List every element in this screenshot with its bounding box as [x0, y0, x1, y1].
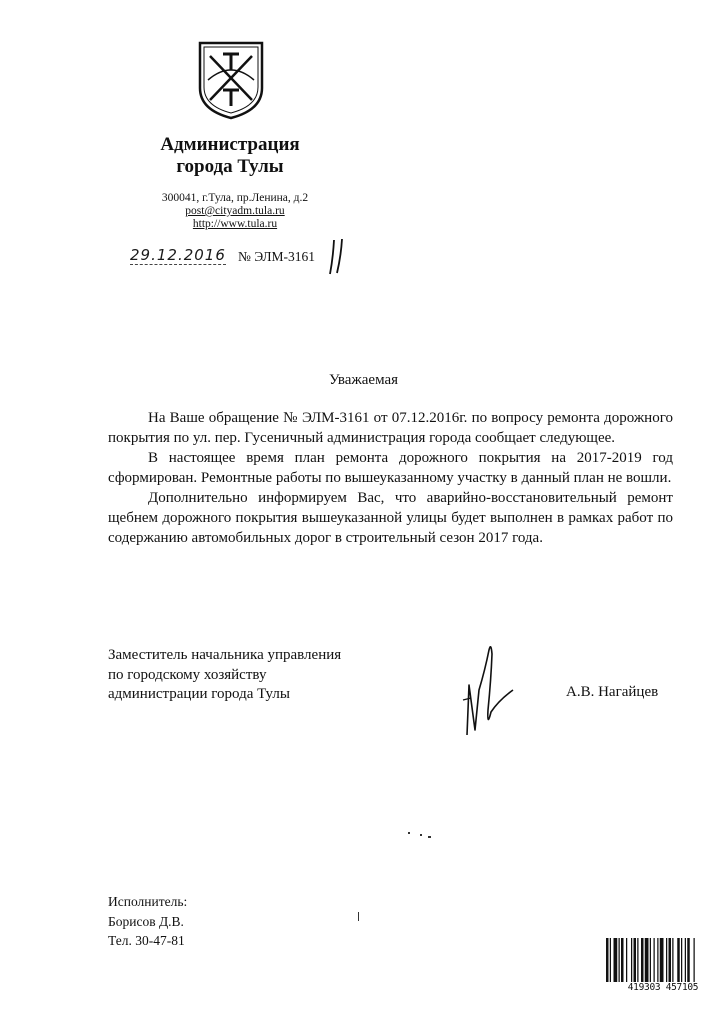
handwritten-signature-icon: [455, 640, 525, 740]
barcode-bar: [606, 938, 609, 982]
registration-number: № ЭЛМ-3161: [238, 249, 315, 264]
letter-body: [108, 408, 673, 548]
contact-block: [150, 192, 320, 231]
website-link[interactable]: http://www.tula.ru: [192, 218, 278, 230]
paragraph-2: В настоящее время план ремонта дорожного покрытия на 2017-2019 год сформирован. Ремонтные работы по вышеуказанному участку в данный план не вошли.: [108, 450, 673, 486]
barcode-bar: [657, 938, 658, 982]
paragraph-1: На Ваше обращение № ЭЛМ-3161 от 07.12.2016г. по вопросу ремонта дорожного покрытия по ул. пер. Гусеничный администрация города сообщает следующее.: [108, 410, 673, 446]
barcode-bar: [614, 938, 618, 982]
org-name-line1: Администрация: [160, 134, 300, 155]
barcode-bar: [677, 938, 680, 982]
barcode-bar: [619, 938, 620, 982]
barcode-bar: [650, 938, 651, 982]
executor-name: Борисов Д.В.: [108, 913, 184, 929]
greeting: Уважаемая: [328, 372, 399, 388]
signatory-title-line: Заместитель начальника управления: [108, 647, 342, 663]
barcode-bar: [685, 938, 686, 982]
scan-speck: [358, 912, 359, 921]
barcode-bar: [634, 938, 637, 982]
barcode-bar: [687, 938, 690, 982]
barcode-bar: [621, 938, 624, 982]
email-link[interactable]: post@cityadm.tula.ru: [185, 205, 285, 217]
barcode-bar: [669, 938, 672, 982]
barcode-bars: [604, 938, 722, 982]
signatory-title-line: по городскому хозяйству: [108, 666, 267, 683]
paragraph-3: Дополнительно информируем Вас, что аварийно-восстановительный ремонт щебнем дорожного покрытия вышеуказанной улицы будет выполнен в рамках работ по содержанию автомобильных дорог в строительный сезон 2017 года.: [108, 490, 673, 546]
scan-speck: [428, 836, 431, 838]
barcode-bar: [672, 938, 673, 982]
signatory-title: [108, 646, 408, 705]
executor-phone: Тел. 30-47-81: [108, 933, 185, 948]
barcode-bar: [641, 938, 644, 982]
org-name-line2: города Тулы: [176, 156, 284, 177]
signatory-title-line: администрации города Тулы: [108, 686, 290, 702]
barcode-bar: [626, 938, 627, 982]
registration-line: [130, 244, 360, 272]
postal-address: 300041, г.Тула, пр.Ленина, д.2: [161, 192, 309, 204]
executor-label: Исполнитель:: [108, 894, 188, 909]
scan-speck: [408, 832, 410, 834]
signatory-name: А.В. Нагайцев: [566, 684, 659, 700]
barcode-bar: [637, 938, 638, 982]
organization-name: [130, 134, 330, 178]
barcode-bar: [681, 938, 682, 982]
barcode-bar: [666, 938, 667, 982]
registration-date: 29.12.2016: [130, 246, 226, 264]
barcode-number: 419303 457105: [627, 982, 699, 993]
barcode-bar: [645, 938, 649, 982]
barcode-bar: [610, 938, 611, 982]
barcode-bar: [694, 938, 695, 982]
handwritten-marks-icon: [328, 238, 348, 276]
barcode-bar: [654, 938, 655, 982]
barcode-bar: [660, 938, 664, 982]
executor-block: [108, 892, 187, 951]
coat-of-arms-icon: [196, 40, 266, 120]
barcode: [604, 938, 722, 994]
scan-speck: [420, 834, 422, 836]
barcode-bar: [631, 938, 632, 982]
